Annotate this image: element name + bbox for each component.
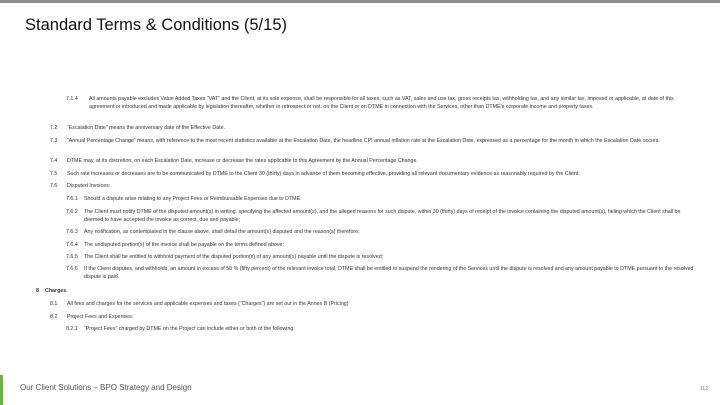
page-title: Standard Terms & Conditions (5/15) bbox=[25, 16, 287, 34]
clause-number: 8.1 bbox=[50, 301, 58, 307]
clause-8-2-1 bbox=[66, 326, 700, 334]
page-number: 112 bbox=[700, 386, 708, 392]
clause-text: The undisputed portion(s) of the invoice shall be payable on the terms defined above; bbox=[84, 242, 284, 248]
clause-text: “Annual Percentage Change” means, with reference to the most recent statistics available at the Escalation Date, the headline CPI annual inflation rate at the Escalation Date, expressed as a percentage for the month in which the Escalation Date occurs. bbox=[67, 138, 660, 144]
clause-number: 7.2 bbox=[50, 125, 58, 131]
clause-text: All amounts payable excludes Value Added Taxes “VAT” and the Client, at its sole expense, shall be responsible for all taxes, such as VAT, sales and use tax, gross receipts tax, withholding tax, and any similar tax, imposed or applicable, at date of this agreement or introduced and made applicable by legislation thereafter, whether in retrospect or not, on the Client or on DTME in connection with the Services, other than DTME’s corporate income and property taxes. bbox=[89, 96, 674, 110]
clause-number: 7.1.4 bbox=[66, 96, 78, 102]
clause-8-2 bbox=[50, 314, 700, 322]
clause-number: 7.4 bbox=[50, 158, 58, 164]
footer-label: Our Client Solutions – BPO Strategy and Design bbox=[20, 383, 192, 392]
clause-7-5 bbox=[50, 171, 700, 179]
footer-accent-bar bbox=[0, 375, 3, 405]
clause-8-1 bbox=[50, 301, 700, 309]
section-8-heading bbox=[36, 288, 700, 296]
clause-number: 7.6 bbox=[50, 183, 58, 189]
clause-7-3 bbox=[50, 138, 700, 146]
clause-number: 7.6.1 bbox=[66, 196, 78, 202]
clause-text: Disputed Invoices: bbox=[67, 183, 111, 189]
clause-7-1-4 bbox=[66, 96, 700, 112]
clause-text: Project Fees and Expenses: bbox=[67, 314, 134, 320]
clause-text: The Client shall be entitled to withhold payment of the disputed portion(s) of any amount(s) payable until the dispute is resolved; bbox=[84, 254, 384, 260]
clause-text: “Project Fees” charged by DTME on the Project can include either or both of the following: bbox=[84, 326, 295, 332]
clause-text: Should a dispute arise relating to any Project Fees or Reimbursable Expenses due to DTME: bbox=[84, 196, 302, 202]
section-title: Charges. bbox=[45, 288, 68, 294]
clause-number: 7.6.6 bbox=[66, 266, 78, 272]
clause-number: 7.6.2 bbox=[66, 209, 78, 215]
section-number: 8 bbox=[36, 288, 39, 294]
clause-7-6-6 bbox=[66, 266, 700, 282]
clause-number: 7.3 bbox=[50, 138, 58, 144]
clause-7-4 bbox=[50, 158, 700, 166]
clause-7-6-5 bbox=[66, 254, 700, 262]
clause-text: The Client must notify DTME of the disputed amount(s) in writing, specifying the affected amount(s), and the alleged reasons for such dispute, within 30 (thirty) days of receipt of the invoice containing the disputed amount(s), failing which the Client shall be deemed to have accepted the invoice as correct, due and payable; bbox=[84, 209, 681, 223]
clause-7-6-3 bbox=[66, 229, 700, 237]
clause-number: 7.6.5 bbox=[66, 254, 78, 260]
clause-text: If the Client disputes, and withholds, an amount in excess of 50 % (fifty percent) of the relevant invoice total, DTME shall be entitled to suspend the rendering of the Services until the dispute is resolved and any amount payable to DTME pursuant to the resolved dispute is paid. bbox=[84, 266, 694, 280]
clause-text: Any notification, as contemplated in the clause above, shall detail the amount(s) disputed and the reason(s) therefore; bbox=[84, 229, 360, 235]
clause-text: DTME may, at its discretion, on each Escalation Date, increase or decrease the rates applicable to this Agreement by the Annual Percentage Change. bbox=[67, 158, 418, 164]
clause-7-6-2 bbox=[66, 209, 700, 225]
clause-number: 8.2 bbox=[50, 314, 58, 320]
clause-7-6 bbox=[50, 183, 700, 191]
clause-text: All fees and charges for the services and applicable expenses and taxes (“Charges”) are set out in the Annex B (Pricing) bbox=[67, 301, 349, 307]
clause-number: 7.6.3 bbox=[66, 229, 78, 235]
clause-7-6-1 bbox=[66, 196, 700, 204]
clause-text: Such rate increases or decreases are to be communicated by DTME to the Client 30 (thirty) days in advance of them becoming effective, providing all relevant documentary evidence as reasonably required by the Client. bbox=[67, 171, 580, 177]
top-accent-bar bbox=[0, 0, 720, 3]
clause-number: 7.6.4 bbox=[66, 242, 78, 248]
clause-7-2 bbox=[50, 125, 700, 133]
clause-number: 8.2.1 bbox=[66, 326, 78, 332]
clause-text: “Escalation Date” means the anniversary date of the Effective Date. bbox=[67, 125, 226, 131]
clause-7-6-4 bbox=[66, 242, 700, 250]
clause-number: 7.5 bbox=[50, 171, 58, 177]
